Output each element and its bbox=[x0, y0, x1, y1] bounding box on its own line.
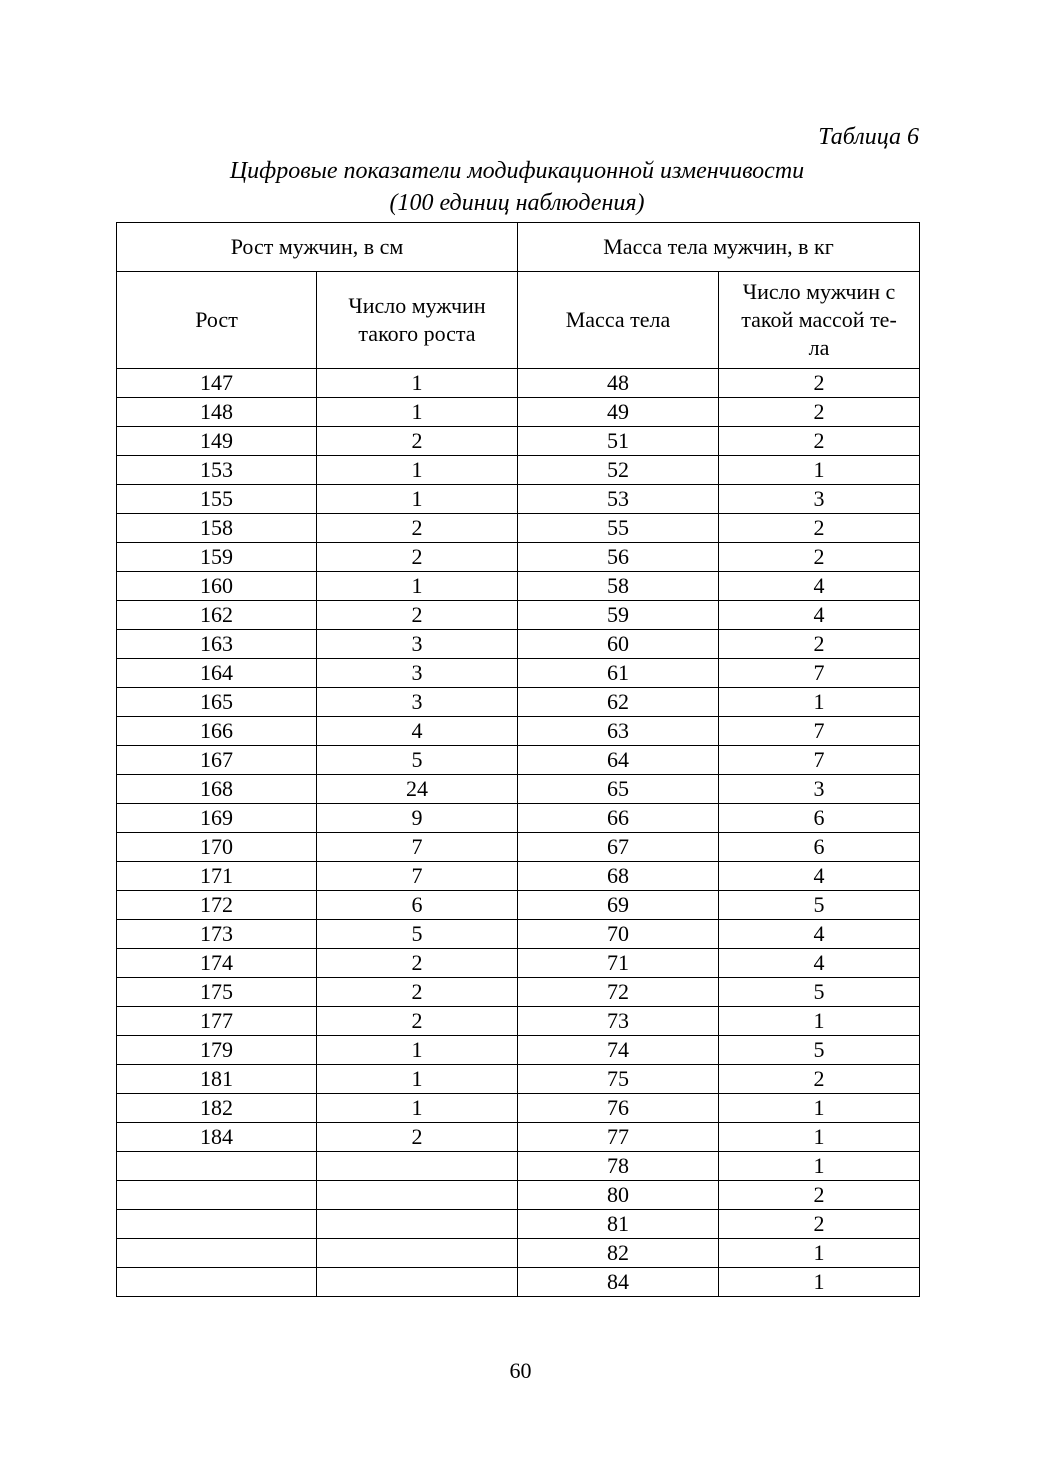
cell-mass-count: 1 bbox=[719, 1094, 920, 1123]
table-row bbox=[117, 630, 920, 659]
cell-mass: 59 bbox=[518, 601, 719, 630]
table-row bbox=[117, 485, 920, 514]
header-col-mass-count-line2: такой массой те- bbox=[741, 307, 897, 332]
cell-mass-count: 2 bbox=[719, 543, 920, 572]
cell-mass: 75 bbox=[518, 1065, 719, 1094]
header-col-mass: Масса тела bbox=[518, 272, 719, 369]
cell-height-count bbox=[317, 1268, 518, 1297]
cell-mass-count: 4 bbox=[719, 862, 920, 891]
cell-height-count: 1 bbox=[317, 1036, 518, 1065]
cell-height-count: 1 bbox=[317, 485, 518, 514]
cell-height-count: 5 bbox=[317, 746, 518, 775]
table-title: Цифровые показатели модификационной изменчивости bbox=[229, 158, 805, 184]
cell-mass-count: 5 bbox=[719, 1036, 920, 1065]
cell-height-count: 3 bbox=[317, 630, 518, 659]
header-columns-row bbox=[117, 272, 920, 369]
header-group-mass: Масса тела мужчин, в кг bbox=[518, 223, 920, 272]
cell-mass: 76 bbox=[518, 1094, 719, 1123]
cell-mass-count: 1 bbox=[719, 1239, 920, 1268]
cell-mass-count: 6 bbox=[719, 804, 920, 833]
cell-height bbox=[117, 1181, 317, 1210]
cell-height-count: 1 bbox=[317, 369, 518, 398]
cell-mass: 53 bbox=[518, 485, 719, 514]
table-row bbox=[117, 949, 920, 978]
cell-mass: 62 bbox=[518, 688, 719, 717]
cell-mass-count: 1 bbox=[719, 1123, 920, 1152]
table-row bbox=[117, 978, 920, 1007]
cell-height: 169 bbox=[117, 804, 317, 833]
header-col-height-count-text: Число мужчин такого роста bbox=[348, 293, 486, 346]
header-col-mass-count bbox=[719, 272, 920, 369]
cell-mass-count: 2 bbox=[719, 1181, 920, 1210]
cell-height: 165 bbox=[117, 688, 317, 717]
table-row bbox=[117, 601, 920, 630]
cell-mass: 84 bbox=[518, 1268, 719, 1297]
cell-height: 181 bbox=[117, 1065, 317, 1094]
table-row bbox=[117, 1268, 920, 1297]
table-row bbox=[117, 572, 920, 601]
cell-mass-count: 1 bbox=[719, 1268, 920, 1297]
cell-height-count: 2 bbox=[317, 543, 518, 572]
cell-mass: 55 bbox=[518, 514, 719, 543]
cell-height: 168 bbox=[117, 775, 317, 804]
table-row bbox=[117, 833, 920, 862]
cell-mass-count: 6 bbox=[719, 833, 920, 862]
cell-mass: 68 bbox=[518, 862, 719, 891]
cell-height: 148 bbox=[117, 398, 317, 427]
cell-height bbox=[117, 1239, 317, 1268]
cell-mass: 67 bbox=[518, 833, 719, 862]
cell-height-count: 1 bbox=[317, 1094, 518, 1123]
table-row bbox=[117, 427, 920, 456]
page-number: 60 bbox=[509, 1358, 532, 1383]
cell-height-count bbox=[317, 1239, 518, 1268]
table-row bbox=[117, 369, 920, 398]
cell-height: 182 bbox=[117, 1094, 317, 1123]
table-row bbox=[117, 775, 920, 804]
table-row bbox=[117, 746, 920, 775]
table-row bbox=[117, 514, 920, 543]
table-row bbox=[117, 398, 920, 427]
cell-height: 167 bbox=[117, 746, 317, 775]
header-col-mass-count-line1: Число мужчин с bbox=[742, 279, 896, 304]
cell-mass-count: 2 bbox=[719, 514, 920, 543]
cell-height: 177 bbox=[117, 1007, 317, 1036]
cell-height: 147 bbox=[117, 369, 317, 398]
table-row bbox=[117, 920, 920, 949]
table-row bbox=[117, 1152, 920, 1181]
header-col-height-count bbox=[317, 272, 518, 369]
header-group-row bbox=[117, 223, 920, 272]
table-row bbox=[117, 456, 920, 485]
cell-mass: 70 bbox=[518, 920, 719, 949]
cell-height: 153 bbox=[117, 456, 317, 485]
cell-height-count: 5 bbox=[317, 920, 518, 949]
table-row bbox=[117, 891, 920, 920]
cell-height: 159 bbox=[117, 543, 317, 572]
cell-mass: 51 bbox=[518, 427, 719, 456]
cell-mass: 77 bbox=[518, 1123, 719, 1152]
cell-mass: 61 bbox=[518, 659, 719, 688]
cell-mass-count: 7 bbox=[719, 717, 920, 746]
cell-height-count bbox=[317, 1152, 518, 1181]
cell-height: 162 bbox=[117, 601, 317, 630]
cell-mass-count: 2 bbox=[719, 630, 920, 659]
cell-height-count: 1 bbox=[317, 572, 518, 601]
cell-height: 179 bbox=[117, 1036, 317, 1065]
cell-mass-count: 2 bbox=[719, 427, 920, 456]
cell-height-count: 24 bbox=[317, 775, 518, 804]
cell-mass-count: 4 bbox=[719, 601, 920, 630]
header-col-height: Рост bbox=[117, 272, 317, 369]
cell-mass: 58 bbox=[518, 572, 719, 601]
cell-mass: 81 bbox=[518, 1210, 719, 1239]
data-table bbox=[116, 222, 920, 1297]
cell-mass: 64 bbox=[518, 746, 719, 775]
cell-mass: 80 bbox=[518, 1181, 719, 1210]
cell-mass-count: 1 bbox=[719, 688, 920, 717]
cell-height-count: 2 bbox=[317, 601, 518, 630]
cell-mass: 78 bbox=[518, 1152, 719, 1181]
cell-mass: 63 bbox=[518, 717, 719, 746]
cell-height-count: 1 bbox=[317, 398, 518, 427]
cell-mass: 52 bbox=[518, 456, 719, 485]
table-row bbox=[117, 1123, 920, 1152]
cell-height: 164 bbox=[117, 659, 317, 688]
cell-mass-count: 7 bbox=[719, 746, 920, 775]
cell-mass-count: 2 bbox=[719, 369, 920, 398]
cell-mass: 49 bbox=[518, 398, 719, 427]
cell-mass: 65 bbox=[518, 775, 719, 804]
cell-height: 155 bbox=[117, 485, 317, 514]
table-row bbox=[117, 659, 920, 688]
cell-height-count: 9 bbox=[317, 804, 518, 833]
table-row bbox=[117, 1036, 920, 1065]
table-row bbox=[117, 1007, 920, 1036]
cell-height: 160 bbox=[117, 572, 317, 601]
cell-mass: 71 bbox=[518, 949, 719, 978]
cell-height: 149 bbox=[117, 427, 317, 456]
table-label: Таблица 6 bbox=[818, 124, 919, 150]
cell-height-count: 3 bbox=[317, 659, 518, 688]
cell-mass: 69 bbox=[518, 891, 719, 920]
table-subtitle: (100 единиц наблюдения) bbox=[389, 190, 645, 216]
cell-height-count: 1 bbox=[317, 456, 518, 485]
cell-height-count: 2 bbox=[317, 949, 518, 978]
cell-height-count: 3 bbox=[317, 688, 518, 717]
table-row bbox=[117, 1094, 920, 1123]
cell-height-count: 2 bbox=[317, 1123, 518, 1152]
cell-height: 184 bbox=[117, 1123, 317, 1152]
table-body bbox=[117, 223, 920, 1297]
table-row bbox=[117, 688, 920, 717]
cell-height: 171 bbox=[117, 862, 317, 891]
cell-height-count: 2 bbox=[317, 978, 518, 1007]
header-group-height: Рост мужчин, в см bbox=[117, 223, 518, 272]
cell-mass-count: 4 bbox=[719, 572, 920, 601]
cell-mass-count: 4 bbox=[719, 920, 920, 949]
cell-height bbox=[117, 1210, 317, 1239]
cell-mass: 60 bbox=[518, 630, 719, 659]
cell-height: 166 bbox=[117, 717, 317, 746]
cell-mass-count: 5 bbox=[719, 978, 920, 1007]
cell-mass-count: 3 bbox=[719, 485, 920, 514]
table-row bbox=[117, 804, 920, 833]
cell-height-count: 7 bbox=[317, 862, 518, 891]
table-row bbox=[117, 543, 920, 572]
cell-mass-count: 5 bbox=[719, 891, 920, 920]
cell-mass-count: 1 bbox=[719, 1152, 920, 1181]
cell-height bbox=[117, 1268, 317, 1297]
cell-mass-count: 2 bbox=[719, 1065, 920, 1094]
header-col-mass-count-line3: ла bbox=[808, 335, 830, 360]
cell-height-count: 2 bbox=[317, 427, 518, 456]
cell-mass-count: 3 bbox=[719, 775, 920, 804]
cell-mass: 73 bbox=[518, 1007, 719, 1036]
table-row bbox=[117, 1181, 920, 1210]
table-row bbox=[117, 1065, 920, 1094]
cell-mass-count: 2 bbox=[719, 398, 920, 427]
cell-height: 173 bbox=[117, 920, 317, 949]
cell-mass-count: 7 bbox=[719, 659, 920, 688]
cell-height-count: 7 bbox=[317, 833, 518, 862]
cell-height: 174 bbox=[117, 949, 317, 978]
cell-mass-count: 4 bbox=[719, 949, 920, 978]
cell-height-count: 6 bbox=[317, 891, 518, 920]
cell-height: 163 bbox=[117, 630, 317, 659]
table-row bbox=[117, 1210, 920, 1239]
cell-mass: 72 bbox=[518, 978, 719, 1007]
cell-height: 158 bbox=[117, 514, 317, 543]
cell-height-count bbox=[317, 1181, 518, 1210]
cell-height-count: 2 bbox=[317, 1007, 518, 1036]
cell-mass-count: 2 bbox=[719, 1210, 920, 1239]
cell-mass: 48 bbox=[518, 369, 719, 398]
cell-height-count: 1 bbox=[317, 1065, 518, 1094]
cell-mass: 82 bbox=[518, 1239, 719, 1268]
table-row bbox=[117, 1239, 920, 1268]
cell-height bbox=[117, 1152, 317, 1181]
cell-height-count: 2 bbox=[317, 514, 518, 543]
cell-height: 172 bbox=[117, 891, 317, 920]
cell-height: 170 bbox=[117, 833, 317, 862]
cell-mass: 56 bbox=[518, 543, 719, 572]
cell-mass: 66 bbox=[518, 804, 719, 833]
cell-mass-count: 1 bbox=[719, 1007, 920, 1036]
cell-mass: 74 bbox=[518, 1036, 719, 1065]
cell-height-count bbox=[317, 1210, 518, 1239]
cell-mass-count: 1 bbox=[719, 456, 920, 485]
table-row bbox=[117, 717, 920, 746]
cell-height-count: 4 bbox=[317, 717, 518, 746]
table-row bbox=[117, 862, 920, 891]
cell-height: 175 bbox=[117, 978, 317, 1007]
